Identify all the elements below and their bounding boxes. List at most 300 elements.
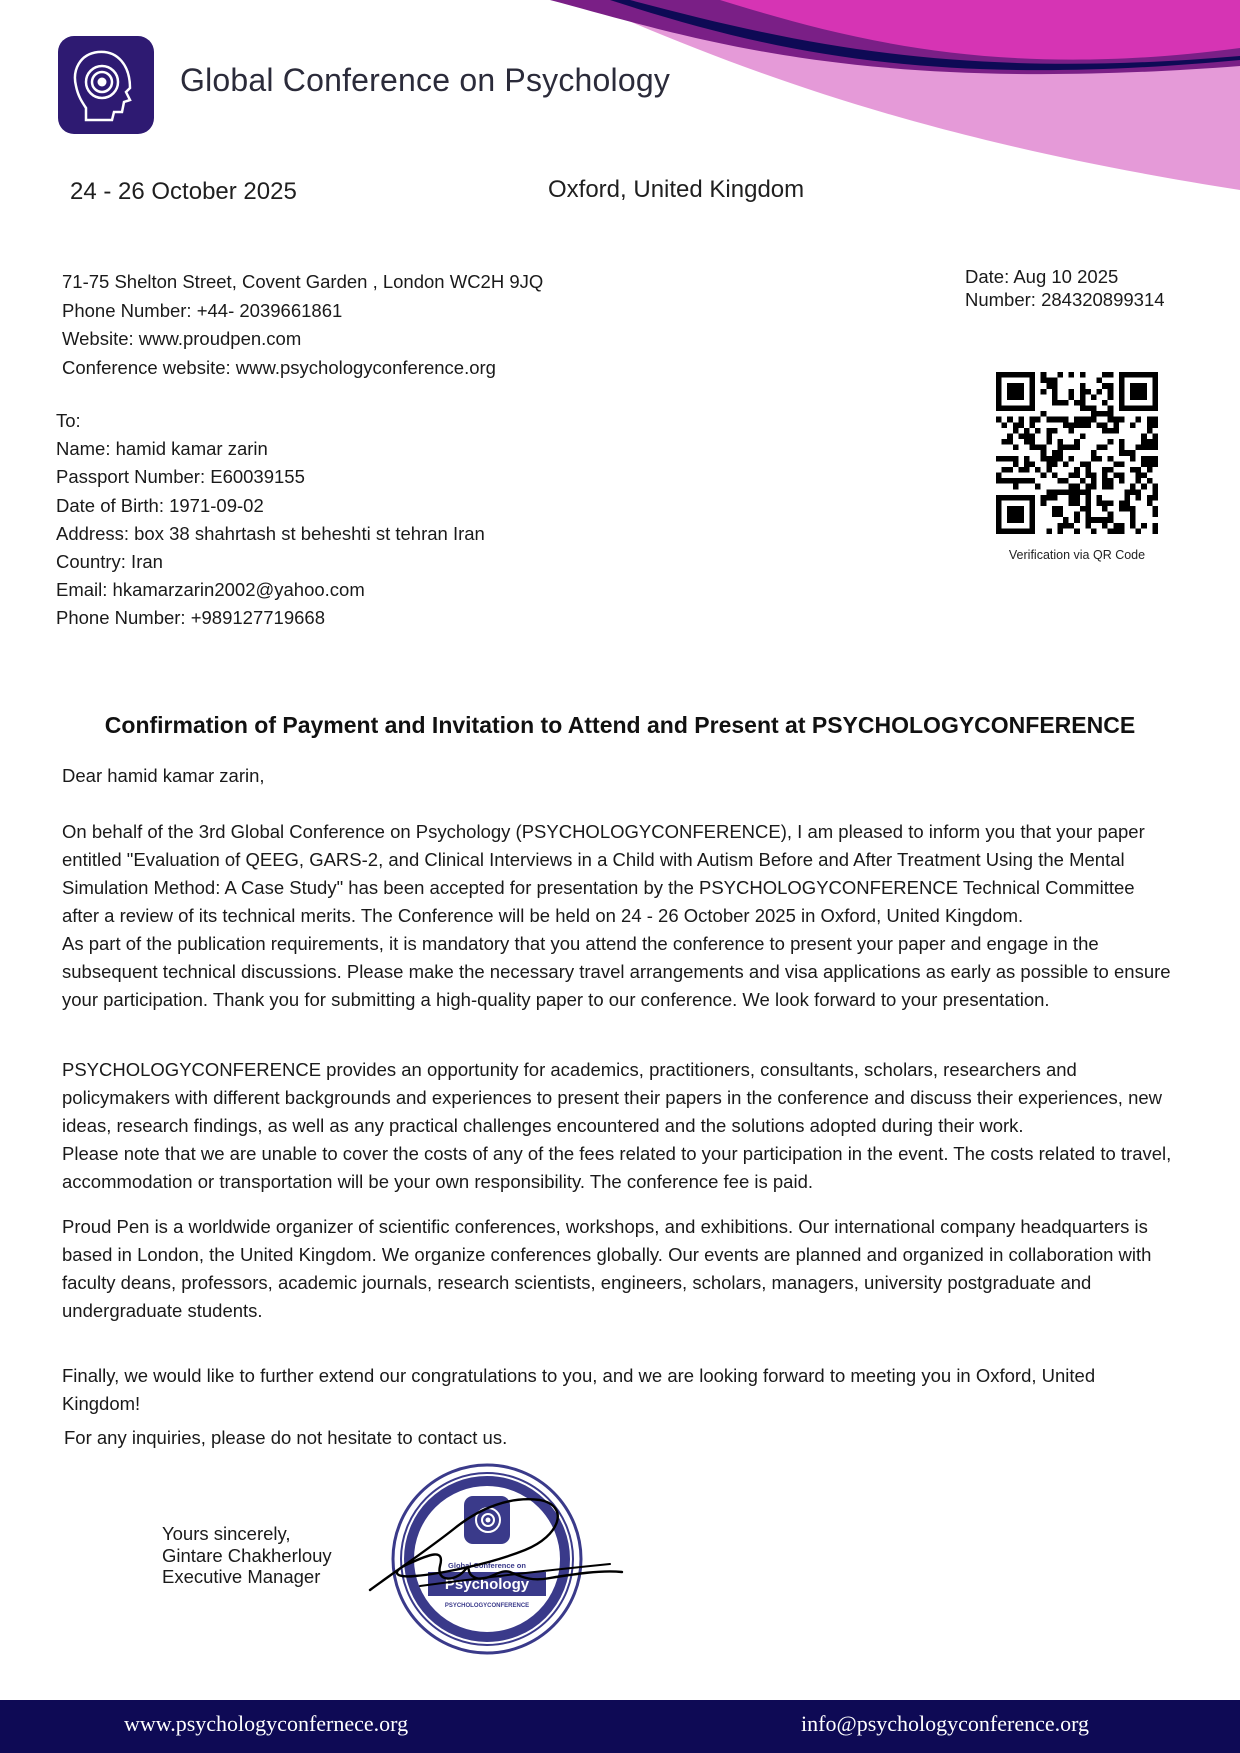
- qr-module: [1018, 506, 1024, 512]
- qr-module: [1030, 495, 1036, 501]
- qr-module: [1007, 506, 1013, 512]
- qr-module: [1141, 484, 1147, 490]
- qr-module: [1046, 528, 1052, 534]
- qr-module: [1152, 394, 1158, 400]
- recipient-name: Name: hamid kamar zarin: [56, 438, 268, 460]
- qr-module: [1057, 489, 1063, 495]
- qr-module: [1052, 461, 1058, 467]
- qr-module: [1147, 372, 1153, 378]
- qr-module: [1030, 506, 1036, 512]
- qr-module: [1119, 394, 1125, 400]
- qr-module: [1063, 489, 1069, 495]
- qr-module: [1074, 512, 1080, 518]
- qr-module: [1007, 512, 1013, 518]
- qr-module: [1097, 495, 1103, 501]
- qr-module: [996, 473, 1002, 479]
- qr-module: [1119, 383, 1125, 389]
- qr-module: [1130, 512, 1136, 518]
- qr-module: [1030, 478, 1036, 484]
- qr-module: [996, 378, 1002, 384]
- qr-module: [1057, 450, 1063, 456]
- qr-module: [1102, 506, 1108, 512]
- qr-module: [1041, 411, 1047, 417]
- qr-module: [1108, 528, 1114, 534]
- qr-module: [1074, 489, 1080, 495]
- qr-module: [1108, 512, 1114, 518]
- qr-module: [1007, 433, 1013, 439]
- qr-module: [1152, 523, 1158, 529]
- qr-module: [1052, 389, 1058, 395]
- seal-text-main: Psychology: [444, 1576, 530, 1593]
- qr-module: [1124, 372, 1130, 378]
- qr-module: [1018, 406, 1024, 412]
- qr-module: [1063, 523, 1069, 529]
- qr-module: [1052, 495, 1058, 501]
- conference-logo: [58, 36, 154, 134]
- qr-module: [1030, 500, 1036, 506]
- qr-module: [1046, 433, 1052, 439]
- qr-module: [996, 383, 1002, 389]
- qr-module: [1069, 473, 1075, 479]
- qr-module: [1041, 389, 1047, 395]
- qr-module: [1152, 489, 1158, 495]
- qr-module: [1091, 450, 1097, 456]
- qr-module: [1024, 456, 1030, 462]
- qr-module: [1152, 484, 1158, 490]
- seal-text-bottom: PSYCHOLOGYCONFERENCE: [444, 1603, 530, 1609]
- qr-module: [1018, 422, 1024, 428]
- qr-module: [1074, 400, 1080, 406]
- qr-module: [1069, 484, 1075, 490]
- qr-module: [1002, 439, 1008, 445]
- qr-module: [1041, 372, 1047, 378]
- qr-module: [1152, 456, 1158, 462]
- qr-module: [1085, 500, 1091, 506]
- qr-module: [996, 372, 1002, 378]
- qr-module: [1147, 495, 1153, 501]
- qr-module: [1007, 394, 1013, 400]
- qr-module: [1124, 495, 1130, 501]
- qr-module: [1108, 517, 1114, 523]
- qr-module: [1002, 478, 1008, 484]
- qr-module: [1119, 528, 1125, 534]
- qr-module: [1102, 523, 1108, 529]
- qr-module: [1013, 372, 1019, 378]
- qr-module: [1057, 417, 1063, 423]
- qr-module: [1136, 478, 1142, 484]
- qr-module: [1002, 422, 1008, 428]
- qr-module: [1124, 500, 1130, 506]
- qr-module: [1057, 400, 1063, 406]
- handwritten-signature-icon: [360, 1478, 630, 1608]
- qr-module: [1130, 484, 1136, 490]
- qr-module: [1024, 528, 1030, 534]
- qr-module: [1097, 411, 1103, 417]
- paragraph-acceptance: [62, 818, 1172, 1014]
- document-meta: [965, 265, 1165, 311]
- qr-module: [1119, 506, 1125, 512]
- qr-module: [1119, 500, 1125, 506]
- qr-module: [1136, 389, 1142, 395]
- qr-module: [1052, 506, 1058, 512]
- qr-module: [1108, 478, 1114, 484]
- qr-module: [1024, 372, 1030, 378]
- qr-module: [1052, 383, 1058, 389]
- qr-module: [1091, 456, 1097, 462]
- qr-module: [1069, 523, 1075, 529]
- paragraph-about-part2: Please note that we are unable to cover the costs of any of the fees related to your participation in the event. The costs related to travel, accommodation or transportation will be your own responsibility. The conference fee is paid.: [62, 1143, 1172, 1192]
- qr-module: [1108, 484, 1114, 490]
- qr-module: [1119, 378, 1125, 384]
- qr-module: [1102, 411, 1108, 417]
- qr-module: [1119, 523, 1125, 529]
- qr-module: [1063, 422, 1069, 428]
- document-date: Date: Aug 10 2025: [965, 266, 1119, 287]
- qr-module: [1057, 456, 1063, 462]
- qr-module: [1119, 389, 1125, 395]
- qr-module: [1007, 372, 1013, 378]
- qr-module: [1108, 394, 1114, 400]
- qr-module: [1102, 473, 1108, 479]
- qr-module: [1046, 428, 1052, 434]
- qr-module: [1063, 517, 1069, 523]
- qr-module: [1130, 523, 1136, 529]
- qr-module: [1119, 478, 1125, 484]
- qr-module: [1007, 389, 1013, 395]
- qr-module: [1030, 523, 1036, 529]
- qr-module: [1091, 394, 1097, 400]
- qr-module: [1052, 512, 1058, 518]
- qr-module: [1097, 517, 1103, 523]
- qr-module: [1080, 417, 1086, 423]
- conference-website: Conference website: www.psychologyconference.org: [62, 356, 496, 378]
- qr-module: [1007, 478, 1013, 484]
- qr-module: [1046, 467, 1052, 473]
- qr-module: [1085, 495, 1091, 501]
- qr-module: [1018, 495, 1024, 501]
- qr-module: [1024, 433, 1030, 439]
- qr-module: [1074, 422, 1080, 428]
- qr-module: [1046, 489, 1052, 495]
- qr-module: [1030, 372, 1036, 378]
- qr-module: [1130, 372, 1136, 378]
- qr-module: [1152, 372, 1158, 378]
- qr-module: [1007, 528, 1013, 534]
- qr-module: [1002, 467, 1008, 473]
- qr-module: [1152, 406, 1158, 412]
- qr-module: [1024, 478, 1030, 484]
- qr-module: [1130, 467, 1136, 473]
- qr-module: [1091, 517, 1097, 523]
- organizer-info: [62, 268, 543, 382]
- qr-module: [1018, 478, 1024, 484]
- qr-module: [1013, 445, 1019, 451]
- qr-module: [1057, 506, 1063, 512]
- qr-module: [1147, 422, 1153, 428]
- qr-module: [1136, 467, 1142, 473]
- qr-module: [1069, 445, 1075, 451]
- qr-module: [1085, 517, 1091, 523]
- qr-module: [1080, 506, 1086, 512]
- qr-module: [1113, 417, 1119, 423]
- qr-module: [1080, 372, 1086, 378]
- qr-module: [1074, 417, 1080, 423]
- qr-module: [1141, 383, 1147, 389]
- qr-module: [1041, 500, 1047, 506]
- qr-module: [1119, 439, 1125, 445]
- qr-module: [996, 389, 1002, 395]
- qr-module: [1152, 433, 1158, 439]
- qr-module: [1147, 417, 1153, 423]
- letter-title: Confirmation of Payment and Invitation to Attend and Present at PSYCHOLOGYCONFERENCE: [104, 712, 1136, 738]
- qr-module: [1080, 489, 1086, 495]
- qr-module: [1052, 428, 1058, 434]
- qr-module: [1018, 528, 1024, 534]
- qr-module: [1102, 467, 1108, 473]
- qr-module: [1030, 433, 1036, 439]
- qr-module: [1119, 450, 1125, 456]
- qr-module: [1130, 406, 1136, 412]
- qr-module: [1085, 406, 1091, 412]
- closing-block: [162, 1523, 332, 1588]
- qr-module: [996, 406, 1002, 412]
- qr-module: [1069, 495, 1075, 501]
- conference-title: Global Conference on Psychology: [180, 62, 671, 98]
- qr-module: [1130, 450, 1136, 456]
- qr-module: [1069, 372, 1075, 378]
- qr-module: [1069, 428, 1075, 434]
- qr-module: [1030, 378, 1036, 384]
- qr-module: [1046, 383, 1052, 389]
- qr-module: [1108, 439, 1114, 445]
- recipient-email: Email: hkamarzarin2002@yahoo.com: [56, 579, 365, 601]
- document-number: Number: 284320899314: [965, 289, 1165, 310]
- qr-module: [1080, 389, 1086, 395]
- qr-module: [1046, 378, 1052, 384]
- qr-module: [1052, 378, 1058, 384]
- qr-module: [1063, 478, 1069, 484]
- qr-module: [1102, 478, 1108, 484]
- qr-module: [1085, 484, 1091, 490]
- qr-module: [1041, 456, 1047, 462]
- qr-module: [1091, 417, 1097, 423]
- qr-module: [1069, 389, 1075, 395]
- qr-module: [1085, 461, 1091, 467]
- qr-module: [1085, 523, 1091, 529]
- qr-module: [1136, 495, 1142, 501]
- qr-module: [1013, 506, 1019, 512]
- qr-module: [1013, 478, 1019, 484]
- qr-module: [1018, 417, 1024, 423]
- qr-module: [1002, 372, 1008, 378]
- qr-module: [1074, 467, 1080, 473]
- footer-email-link[interactable]: info@psychologyconference.org: [801, 1711, 1090, 1736]
- qr-module: [1007, 517, 1013, 523]
- qr-module: [1119, 406, 1125, 412]
- qr-module: [1030, 461, 1036, 467]
- qr-module: [1141, 461, 1147, 467]
- paragraph-contact: For any inquiries, please do not hesitate to contact us.: [64, 1427, 508, 1448]
- qr-module: [1052, 450, 1058, 456]
- qr-module: [1046, 439, 1052, 445]
- qr-module: [1041, 378, 1047, 384]
- qr-module: [996, 517, 1002, 523]
- qr-module: [1091, 473, 1097, 479]
- recipient-to-label: To:: [56, 410, 81, 431]
- qr-module: [1119, 417, 1125, 423]
- qr-module: [1013, 495, 1019, 501]
- qr-module: [1030, 394, 1036, 400]
- qr-module: [1113, 461, 1119, 467]
- qr-module: [1074, 484, 1080, 490]
- qr-module: [1013, 512, 1019, 518]
- qr-module: [1152, 422, 1158, 428]
- qr-module: [1119, 400, 1125, 406]
- qr-module: [1091, 484, 1097, 490]
- qr-module: [1147, 478, 1153, 484]
- qr-module: [1102, 484, 1108, 490]
- qr-module: [1030, 512, 1036, 518]
- qr-module: [1102, 445, 1108, 451]
- qr-module: [1102, 428, 1108, 434]
- qr-module: [1002, 456, 1008, 462]
- paragraph-about-conference: [62, 1056, 1172, 1196]
- qr-module: [1119, 461, 1125, 467]
- qr-module: [1080, 478, 1086, 484]
- recipient-phone: Phone Number: +989127719668: [56, 607, 325, 629]
- qr-module: [996, 506, 1002, 512]
- qr-module: [1152, 439, 1158, 445]
- header-swoosh-decoration: [520, 0, 1240, 200]
- qr-module: [1002, 495, 1008, 501]
- qr-module: [1141, 456, 1147, 462]
- qr-module: [1141, 394, 1147, 400]
- qr-module: [1018, 512, 1024, 518]
- qr-module: [1147, 439, 1153, 445]
- qr-module: [1030, 417, 1036, 423]
- qr-module: [1046, 456, 1052, 462]
- qr-module: [1013, 389, 1019, 395]
- qr-module: [1085, 389, 1091, 395]
- qr-module: [1085, 506, 1091, 512]
- qr-module: [1141, 389, 1147, 395]
- qr-module: [1097, 422, 1103, 428]
- qr-module: [1152, 495, 1158, 501]
- qr-module: [1085, 422, 1091, 428]
- qr-module: [1141, 473, 1147, 479]
- paragraph-acceptance-part2: As part of the publication requirements, it is mandatory that you attend the conference to present your paper and engage in the subsequent technical discussions. Please make the necessary travel arrangements and visa applications as early as possible to ensure your participation. Thank you for submitting a high-quality paper to our conference. We look forward to your presentation.: [62, 933, 1171, 1010]
- footer-website-link[interactable]: www.psychologyconfernece.org: [124, 1711, 409, 1736]
- signatory-name: Gintare Chakherlouy: [162, 1544, 332, 1566]
- qr-module: [1102, 372, 1108, 378]
- qr-module: [1018, 467, 1024, 473]
- qr-module: [1108, 406, 1114, 412]
- qr-module: [1108, 467, 1114, 473]
- qr-module: [1052, 489, 1058, 495]
- organizer-address: 71-75 Shelton Street, Covent Garden , London WC2H 9JQ: [62, 271, 544, 292]
- qr-module: [996, 456, 1002, 462]
- qr-module: [1147, 428, 1153, 434]
- qr-module: [1002, 406, 1008, 412]
- qr-module: [1007, 383, 1013, 389]
- qr-module: [1018, 389, 1024, 395]
- qr-module: [1147, 467, 1153, 473]
- qr-module: [1069, 456, 1075, 462]
- qr-module: [1030, 389, 1036, 395]
- qr-module: [1013, 394, 1019, 400]
- qr-module: [1057, 372, 1063, 378]
- signatory-title: Executive Manager: [162, 1566, 321, 1587]
- qr-module: [1041, 473, 1047, 479]
- qr-module: [1024, 467, 1030, 473]
- qr-module: [1108, 428, 1114, 434]
- qr-module: [1136, 406, 1142, 412]
- qr-module: [1063, 400, 1069, 406]
- qr-module: [1108, 372, 1114, 378]
- qr-module: [1091, 478, 1097, 484]
- qr-module: [1108, 417, 1114, 423]
- qr-module: [1124, 450, 1130, 456]
- qr-module: [1074, 439, 1080, 445]
- qr-module: [1035, 417, 1041, 423]
- qr-module: [996, 523, 1002, 529]
- recipient-passport: Passport Number: E60039155: [56, 466, 305, 488]
- closing-salutation: Yours sincerely,: [162, 1523, 291, 1544]
- qr-module: [1136, 417, 1142, 423]
- qr-module: [1013, 484, 1019, 490]
- qr-module: [1030, 445, 1036, 451]
- recipient-dob: Date of Birth: 1971-09-02: [56, 494, 264, 516]
- qr-module: [1041, 450, 1047, 456]
- qr-module: [1018, 372, 1024, 378]
- qr-module: [1102, 400, 1108, 406]
- qr-module: [1147, 406, 1153, 412]
- qr-module: [1085, 417, 1091, 423]
- paragraph-organizer: Proud Pen is a worldwide organizer of scientific conferences, workshops, and exhibitions. Our international company headquarters is based in London, the United Kingdom. We organize conferences globally. Our events are planned and organized in collaboration with faculty deans, professors, academic journals, research scientists, engineers, scholars, managers, university postgraduate and undergraduate students.: [62, 1216, 1152, 1321]
- qr-module: [1030, 406, 1036, 412]
- qr-module: [1147, 461, 1153, 467]
- qr-module: [1074, 528, 1080, 534]
- qr-module: [1057, 445, 1063, 451]
- qr-module: [1097, 456, 1103, 462]
- qr-module: [996, 500, 1002, 506]
- qr-module: [1080, 400, 1086, 406]
- qr-module: [1080, 422, 1086, 428]
- event-location: Oxford, United Kingdom: [548, 176, 805, 203]
- qr-module: [996, 512, 1002, 518]
- qr-module: [1102, 422, 1108, 428]
- qr-module: [1035, 445, 1041, 451]
- qr-module: [1102, 517, 1108, 523]
- qr-module: [1102, 383, 1108, 389]
- qr-module: [1136, 445, 1142, 451]
- qr-module: [996, 495, 1002, 501]
- qr-module: [1035, 484, 1041, 490]
- qr-module: [1119, 372, 1125, 378]
- qr-module: [1007, 439, 1013, 445]
- qr-module: [1013, 456, 1019, 462]
- qr-module: [1024, 406, 1030, 412]
- qr-module: [1013, 428, 1019, 434]
- qr-module: [1108, 500, 1114, 506]
- qr-module: [1147, 456, 1153, 462]
- qr-module: [1141, 445, 1147, 451]
- qr-module: [1024, 439, 1030, 445]
- qr-module: [1035, 467, 1041, 473]
- qr-module: [996, 417, 1002, 423]
- qr-module: [996, 478, 1002, 484]
- qr-module: [1130, 489, 1136, 495]
